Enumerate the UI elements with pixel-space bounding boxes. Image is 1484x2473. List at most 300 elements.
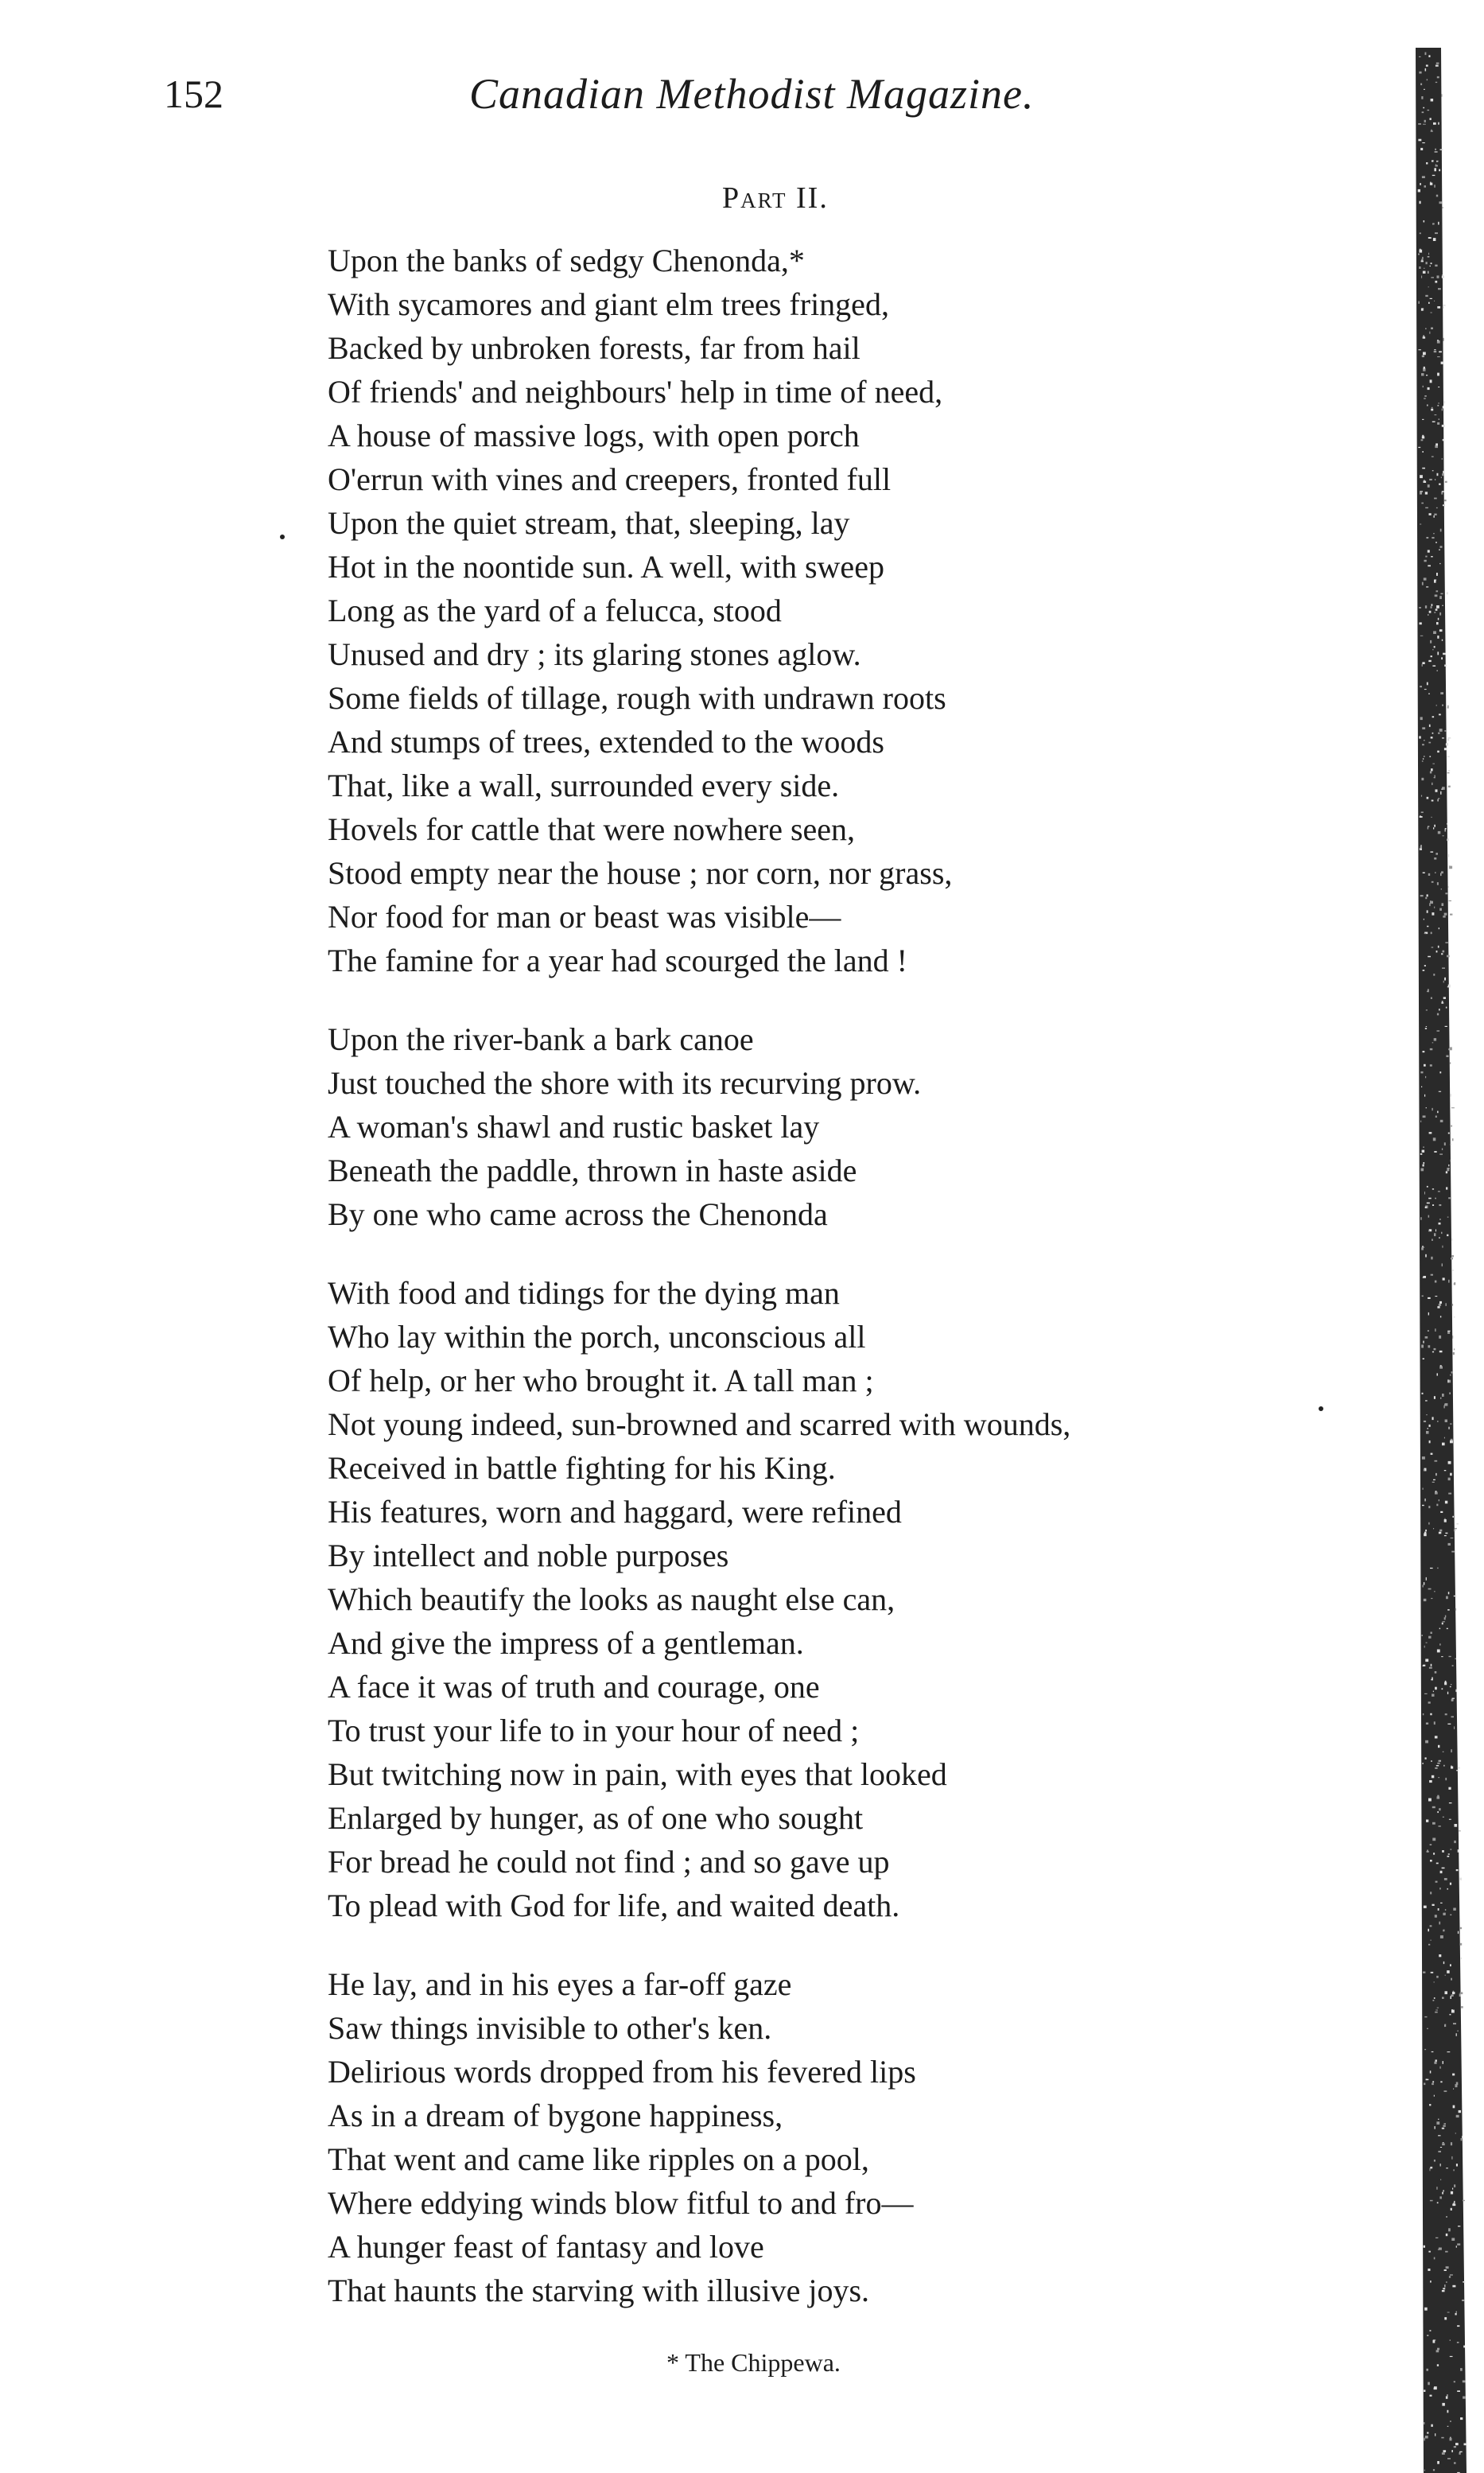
edge-speckle	[1439, 1643, 1441, 1645]
edge-speckle	[1437, 882, 1439, 885]
edge-speckle	[1419, 56, 1421, 57]
edge-speckle	[1429, 1441, 1431, 1443]
edge-speckle	[1424, 1599, 1427, 1601]
poem-line: The famine for a year had scourged the land !	[328, 943, 907, 978]
edge-speckle	[1425, 492, 1428, 494]
edge-speckle	[1447, 1168, 1449, 1172]
margin-mark	[280, 535, 285, 539]
edge-speckle	[1442, 1246, 1443, 1248]
edge-speckle	[1445, 1026, 1447, 1027]
edge-speckle	[1421, 503, 1424, 504]
edge-speckle	[1433, 533, 1435, 534]
edge-speckle	[1420, 183, 1421, 185]
edge-speckle	[1461, 1958, 1462, 1959]
edge-speckle	[1422, 760, 1424, 762]
edge-speckle	[1439, 1009, 1440, 1010]
edge-speckle	[1427, 926, 1428, 927]
edge-speckle	[1437, 473, 1439, 476]
edge-speckle	[1457, 2031, 1459, 2032]
edge-speckle	[1428, 302, 1430, 304]
edge-speckle	[1444, 1878, 1447, 1880]
edge-speckle	[1443, 2190, 1444, 2192]
edge-speckle	[1430, 182, 1431, 183]
edge-speckle	[1435, 1492, 1438, 1495]
edge-speckle	[1441, 953, 1443, 955]
edge-speckle	[1432, 175, 1435, 176]
edge-speckle	[1432, 800, 1434, 802]
edge-speckle	[1444, 913, 1447, 916]
edge-speckle	[1434, 857, 1436, 860]
edge-speckle	[1430, 2330, 1432, 2331]
edge-speckle	[1442, 605, 1443, 606]
edge-speckle	[1426, 2369, 1428, 2371]
edge-speckle	[1430, 2395, 1432, 2397]
edge-speckle	[1437, 356, 1440, 357]
edge-speckle	[1431, 1632, 1432, 1635]
edge-speckle	[1434, 1396, 1435, 1399]
edge-speckle	[1426, 1723, 1428, 1725]
edge-speckle	[1431, 277, 1434, 278]
edge-speckle	[1445, 2251, 1448, 2253]
edge-speckle	[1419, 72, 1421, 74]
edge-speckle	[1452, 1336, 1453, 1339]
edge-speckle	[1427, 682, 1428, 686]
edge-speckle	[1456, 2164, 1458, 2166]
edge-speckle	[1447, 739, 1449, 741]
edge-speckle	[1428, 237, 1432, 239]
edge-speckle	[1428, 1297, 1431, 1299]
edge-speckle	[1443, 1765, 1444, 1767]
edge-speckle	[1422, 664, 1423, 667]
edge-speckle	[1435, 1736, 1438, 1738]
edge-speckle	[1450, 1964, 1451, 1966]
edge-speckle	[1437, 340, 1439, 341]
edge-speckle	[1431, 1664, 1432, 1666]
edge-speckle	[1439, 1954, 1441, 1957]
edge-speckle	[1428, 873, 1430, 876]
edge-speckle	[1432, 1482, 1435, 1483]
edge-speckle	[1421, 795, 1422, 797]
edge-speckle	[1423, 124, 1426, 125]
edge-speckle	[1421, 96, 1423, 99]
edge-speckle	[1432, 716, 1435, 717]
edge-speckle	[1440, 1511, 1443, 1513]
edge-speckle	[1444, 1470, 1447, 1471]
edge-speckle	[1425, 1076, 1426, 1078]
edge-speckle	[1420, 1153, 1423, 1155]
edge-speckle	[1432, 1904, 1435, 1906]
edge-speckle	[1423, 271, 1426, 274]
edge-speckle	[1447, 2410, 1449, 2413]
edge-speckle	[1442, 458, 1443, 460]
edge-speckle	[1443, 1817, 1444, 1818]
edge-speckle	[1423, 1972, 1425, 1973]
poem	[328, 239, 1385, 2312]
edge-speckle	[1425, 1207, 1427, 1208]
edge-speckle	[1445, 1616, 1446, 1618]
edge-speckle	[1455, 1689, 1457, 1692]
edge-speckle	[1450, 914, 1452, 916]
edge-speckle	[1424, 933, 1427, 934]
edge-speckle	[1435, 82, 1437, 83]
edge-speckle	[1440, 2164, 1441, 2167]
edge-speckle	[1439, 1351, 1443, 1352]
edge-speckle	[1433, 1853, 1435, 1855]
edge-speckle	[1454, 2201, 1455, 2203]
edge-speckle	[1428, 1944, 1430, 1946]
edge-speckle	[1423, 1713, 1424, 1715]
edge-speckle	[1440, 2147, 1442, 2148]
edge-speckle	[1420, 475, 1423, 478]
poem-line: That went and came like ripples on a pool,	[328, 2141, 869, 2177]
edge-speckle	[1426, 1026, 1427, 1027]
edge-speckle	[1447, 756, 1450, 757]
edge-speckle	[1429, 1780, 1432, 1783]
edge-speckle	[1438, 1777, 1439, 1778]
edge-speckle	[1439, 1091, 1441, 1092]
edge-speckle	[1431, 262, 1432, 264]
edge-speckle	[1455, 1528, 1457, 1530]
edge-speckle	[1432, 470, 1434, 471]
edge-speckle	[1438, 733, 1440, 734]
edge-speckle	[1460, 2368, 1463, 2371]
edge-speckle	[1452, 1304, 1453, 1306]
edge-speckle	[1451, 2208, 1452, 2211]
edge-speckle	[1454, 2184, 1455, 2187]
edge-speckle	[1446, 2216, 1447, 2218]
edge-speckle	[1447, 706, 1449, 709]
edge-speckle	[1427, 894, 1428, 896]
edge-speckle	[1431, 817, 1432, 818]
edge-speckle	[1432, 1694, 1434, 1697]
edge-speckle	[1431, 99, 1434, 102]
edge-speckle	[1446, 743, 1448, 745]
edge-speckle	[1422, 419, 1424, 420]
poem-line: That haunts the starving with illusive joys.	[328, 2273, 870, 2308]
edge-speckle	[1431, 409, 1433, 411]
edge-speckle	[1437, 1306, 1439, 1308]
edge-speckle	[1434, 168, 1436, 171]
edge-speckle	[1460, 2417, 1463, 2420]
edge-speckle	[1451, 1107, 1455, 1108]
poem-line: O'errun with vines and creepers, fronted full	[328, 461, 892, 497]
edge-speckle	[1422, 356, 1424, 358]
edge-speckle	[1424, 689, 1427, 690]
edge-speckle	[1424, 1095, 1425, 1097]
edge-speckle	[1457, 2342, 1459, 2343]
edge-speckle	[1430, 1713, 1432, 1716]
edge-speckle	[1442, 491, 1444, 492]
edge-speckle	[1420, 622, 1422, 624]
page-number: 152	[164, 72, 223, 116]
edge-speckle	[1435, 2012, 1438, 2013]
edge-speckle	[1439, 1530, 1442, 1532]
edge-speckle	[1441, 492, 1443, 495]
edge-speckle	[1446, 2266, 1449, 2269]
poem-line: Delirious words dropped from his fevered lips	[328, 2054, 916, 2090]
edge-speckle	[1450, 1441, 1453, 1444]
edge-speckle	[1428, 286, 1429, 287]
edge-speckle	[1452, 1665, 1454, 1666]
edge-speckle	[1423, 1051, 1425, 1052]
edge-speckle	[1454, 1841, 1456, 1843]
edge-speckle	[1420, 895, 1424, 896]
edge-speckle	[1421, 276, 1422, 278]
edge-speckle	[1450, 2438, 1452, 2441]
edge-speckle	[1429, 1667, 1432, 1669]
edge-speckle	[1434, 2095, 1435, 2097]
edge-speckle	[1428, 387, 1430, 390]
poem-line: Backed by unbroken forests, far from hail	[328, 330, 860, 366]
edge-speckle	[1424, 2389, 1425, 2392]
edge-speckle	[1451, 1978, 1452, 1981]
edge-speckle	[1456, 2312, 1457, 2313]
edge-speckle	[1439, 351, 1442, 352]
edge-speckle	[1451, 1749, 1452, 1752]
edge-speckle	[1430, 1568, 1433, 1569]
edge-speckle	[1432, 649, 1433, 650]
edge-speckle	[1447, 838, 1449, 841]
edge-speckle	[1428, 1506, 1430, 1508]
edge-speckle	[1433, 2469, 1435, 2471]
edge-speckle	[1442, 1623, 1443, 1625]
edge-speckle	[1424, 2083, 1425, 2086]
edge-speckle	[1438, 799, 1439, 802]
edge-speckle	[1464, 2444, 1467, 2446]
edge-speckle	[1422, 1296, 1424, 1297]
edge-speckle	[1439, 1532, 1441, 1534]
edge-speckle	[1419, 607, 1421, 609]
edge-speckle	[1435, 1296, 1437, 1297]
edge-speckle	[1439, 729, 1443, 732]
edge-speckle	[1445, 1403, 1448, 1406]
edge-speckle	[1442, 1001, 1443, 1004]
edge-speckle	[1434, 515, 1435, 518]
edge-speckle	[1440, 593, 1443, 595]
edge-speckle	[1437, 422, 1439, 425]
edge-speckle	[1434, 2386, 1437, 2389]
edge-speckle	[1430, 640, 1432, 644]
edge-speckle	[1431, 1257, 1432, 1260]
edge-speckle	[1461, 2138, 1463, 2141]
edge-speckle	[1447, 1692, 1448, 1694]
stanza-break	[328, 982, 1385, 1017]
edge-speckle	[1420, 848, 1422, 850]
edge-speckle	[1424, 2049, 1426, 2050]
edge-speckle	[1423, 1359, 1424, 1360]
edge-speckle	[1439, 1071, 1441, 1073]
poem-line: As in a dream of bygone happiness,	[328, 2098, 783, 2133]
edge-speckle	[1450, 2340, 1451, 2341]
edge-speckle	[1435, 1767, 1437, 1768]
edge-speckle	[1435, 65, 1439, 67]
edge-speckle	[1448, 1787, 1451, 1790]
edge-speckle	[1435, 1881, 1438, 1883]
edge-speckle	[1426, 1009, 1428, 1010]
edge-speckle	[1418, 123, 1421, 125]
edge-speckle	[1432, 1775, 1434, 1779]
edge-speckle	[1443, 471, 1444, 473]
poem-line: And give the impress of a gentleman.	[328, 1625, 804, 1661]
edge-speckle	[1436, 951, 1438, 953]
edge-speckle	[1439, 2067, 1440, 2069]
edge-speckle	[1434, 1151, 1436, 1153]
edge-speckle	[1442, 276, 1444, 278]
edge-speckle	[1428, 110, 1430, 111]
edge-speckle	[1453, 1908, 1456, 1911]
edge-speckle	[1429, 332, 1430, 334]
edge-speckle	[1438, 798, 1439, 799]
edge-speckle	[1434, 1721, 1435, 1724]
edge-speckle	[1424, 481, 1427, 484]
edge-speckle	[1421, 261, 1424, 262]
edge-speckle	[1420, 250, 1423, 253]
edge-speckle	[1435, 1915, 1437, 1918]
edge-speckle	[1442, 1443, 1445, 1446]
edge-speckle	[1430, 2168, 1431, 2172]
edge-speckle	[1451, 1699, 1454, 1701]
edge-speckle	[1432, 1417, 1434, 1420]
edge-speckle	[1427, 797, 1429, 799]
edge-speckle	[1426, 2079, 1429, 2081]
edge-speckle	[1463, 2397, 1466, 2399]
edge-speckle	[1439, 1922, 1440, 1925]
edge-speckle	[1430, 2281, 1432, 2283]
edge-speckle	[1422, 582, 1424, 585]
poem-line: By one who came across the Chenonda	[328, 1196, 828, 1232]
edge-speckle	[1446, 1056, 1448, 1058]
edge-speckle	[1421, 1248, 1424, 1250]
poem-line: For bread he could not find ; and so gave up	[328, 1844, 890, 1880]
edge-speckle	[1440, 546, 1443, 548]
edge-speckle	[1444, 748, 1447, 750]
edge-speckle	[1439, 563, 1440, 564]
edge-speckle	[1423, 352, 1426, 356]
edge-speckle	[1426, 1414, 1428, 1415]
edge-speckle	[1437, 1111, 1439, 1114]
edge-speckle	[1448, 1197, 1451, 1199]
poem-line: His features, worn and haggard, were refined	[328, 1494, 902, 1530]
edge-speckle	[1449, 900, 1452, 901]
edge-speckle	[1443, 653, 1446, 655]
poem-line: A woman's shawl and rustic basket lay	[328, 1109, 820, 1145]
edge-speckle	[1422, 1456, 1425, 1460]
poem-line: A face it was of truth and courage, one	[328, 1669, 820, 1705]
edge-speckle	[1444, 2090, 1447, 2092]
edge-speckle	[1444, 2284, 1445, 2287]
edge-speckle	[1447, 2426, 1449, 2427]
edge-speckle	[1439, 1223, 1441, 1225]
edge-speckle	[1430, 1892, 1432, 1894]
edge-speckle	[1443, 2450, 1447, 2452]
edge-speckle	[1428, 660, 1431, 662]
edge-speckle	[1440, 2081, 1442, 2082]
edge-speckle	[1447, 854, 1449, 857]
edge-speckle	[1425, 1757, 1427, 1759]
edge-speckle	[1437, 405, 1439, 406]
edge-speckle	[1444, 401, 1445, 404]
stanza	[328, 239, 1385, 982]
edge-speckle	[1454, 2381, 1455, 2382]
poem-line: A hunger feast of fantasy and love	[328, 2229, 764, 2265]
poem-line: Saw things invisible to other's ken.	[328, 2010, 772, 2046]
edge-speckle	[1435, 542, 1436, 543]
edge-speckle	[1438, 2151, 1441, 2152]
edge-speckle	[1446, 1007, 1447, 1009]
edge-speckle	[1435, 281, 1437, 283]
edge-speckle	[1444, 1535, 1447, 1536]
edge-speckle	[1452, 2074, 1455, 2076]
poem-line: Hovels for cattle that were nowhere seen,	[328, 811, 856, 847]
edge-speckle	[1439, 629, 1443, 632]
edge-speckle	[1451, 2450, 1453, 2452]
edge-speckle	[1449, 1392, 1451, 1394]
edge-speckle	[1428, 1330, 1429, 1332]
edge-speckle	[1442, 2128, 1444, 2129]
edge-speckle	[1439, 1367, 1443, 1369]
edge-speckle	[1437, 651, 1439, 655]
edge-speckle	[1437, 1795, 1439, 1797]
edge-speckle	[1445, 1420, 1447, 1423]
edge-speckle	[1429, 1425, 1431, 1427]
edge-speckle	[1451, 1551, 1455, 1553]
edge-speckle	[1454, 1282, 1455, 1285]
edge-speckle	[1434, 1981, 1435, 1982]
edge-speckle	[1421, 778, 1424, 780]
edge-speckle	[1451, 1717, 1455, 1718]
edge-speckle	[1443, 1277, 1445, 1280]
edge-speckle	[1449, 2276, 1451, 2277]
edge-speckle	[1435, 1460, 1438, 1462]
edge-speckle	[1424, 1421, 1426, 1422]
edge-speckle	[1456, 2033, 1457, 2036]
edge-speckle	[1424, 398, 1426, 399]
edge-speckle	[1445, 1533, 1447, 1534]
edge-speckle	[1444, 2024, 1445, 2027]
edge-speckle	[1457, 2325, 1459, 2327]
edge-speckle	[1432, 456, 1434, 457]
edge-speckle	[1425, 1499, 1426, 1502]
poem-line: He lay, and in his eyes a far-off gaze	[328, 1966, 792, 2002]
edge-speckle	[1445, 892, 1447, 894]
edge-speckle	[1455, 1658, 1456, 1660]
edge-speckle	[1437, 2202, 1439, 2203]
edge-speckle	[1435, 2059, 1437, 2061]
edge-speckle	[1440, 791, 1441, 795]
stanza	[328, 1017, 1385, 1236]
edge-speckle	[1448, 1427, 1449, 1429]
edge-speckle	[1427, 2432, 1428, 2434]
edge-speckle	[1440, 2179, 1441, 2180]
edge-speckle	[1418, 139, 1421, 142]
edge-speckle	[1427, 2028, 1428, 2029]
edge-speckle	[1423, 386, 1424, 387]
edge-speckle	[1437, 1030, 1440, 1032]
edge-speckle	[1432, 1351, 1434, 1353]
edge-speckle	[1440, 692, 1443, 694]
edge-speckle	[1443, 1930, 1445, 1932]
edge-speckle	[1442, 2452, 1445, 2455]
edge-speckle	[1437, 1650, 1440, 1653]
edge-speckle	[1439, 1204, 1441, 1206]
edge-speckle	[1447, 1379, 1448, 1382]
edge-speckle	[1431, 997, 1432, 999]
edge-speckle	[1435, 1491, 1437, 1492]
edge-speckle	[1422, 142, 1425, 143]
edge-speckle	[1451, 1258, 1453, 1259]
edge-speckle	[1439, 1760, 1441, 1762]
part-heading: Part II.	[722, 181, 829, 215]
